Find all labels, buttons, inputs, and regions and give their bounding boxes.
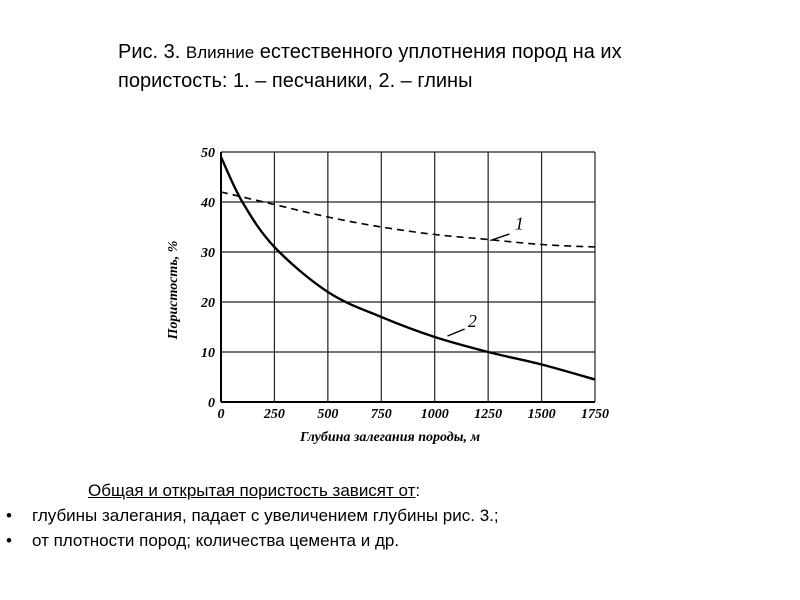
series-line-2 [221,157,595,380]
caption-prefix: Рис. 3. [118,41,186,63]
x-tick-label: 1750 [581,407,609,422]
y-tick-label: 0 [208,396,215,411]
y-tick-label: 30 [201,246,215,261]
series-2-label: 2 [467,311,477,331]
body-text [0,478,800,553]
x-tick-label: 1000 [420,407,449,422]
bullet-item [0,528,800,553]
series-1-leader [490,234,509,241]
x-tick-label: 1250 [474,407,503,422]
labels-group [200,146,609,422]
intro-line [0,478,800,503]
y-tick-label: 40 [201,196,215,211]
bullet-icon: • [6,531,12,550]
caption-rest: естественного уплотнения пород на их пористость: 1. – песчаники, 2. – глины [118,41,622,92]
x-tick-label: 250 [263,407,285,422]
x-axis-title: Глубина залегания породы, м [299,430,481,445]
caption-word: Влияние [185,43,255,62]
x-tick-label: 1500 [527,407,556,422]
series-1-label: 1 [514,213,524,234]
x-tick-label: 750 [370,407,392,422]
bullet-icon: • [6,506,12,525]
y-tick-label: 50 [201,146,215,161]
series-line-1 [221,192,595,247]
y-tick-label: 10 [201,346,215,361]
series-2-leader [448,329,465,336]
x-tick-label: 500 [317,407,339,422]
y-axis-title: Пористость, % [166,240,181,340]
series-group [221,157,595,380]
y-tick-label: 20 [201,296,215,311]
bullet-text: глубины залегания, падает с увеличением глубины рис. 3.; [32,506,499,525]
x-tick-label: 0 [217,407,225,422]
bullet-text: от плотности пород; количества цемента и др. [32,531,400,550]
intro-colon: : [415,481,421,500]
bullet-item [0,503,800,528]
intro-underlined: Общая и открытая пористость зависят от [88,481,416,500]
